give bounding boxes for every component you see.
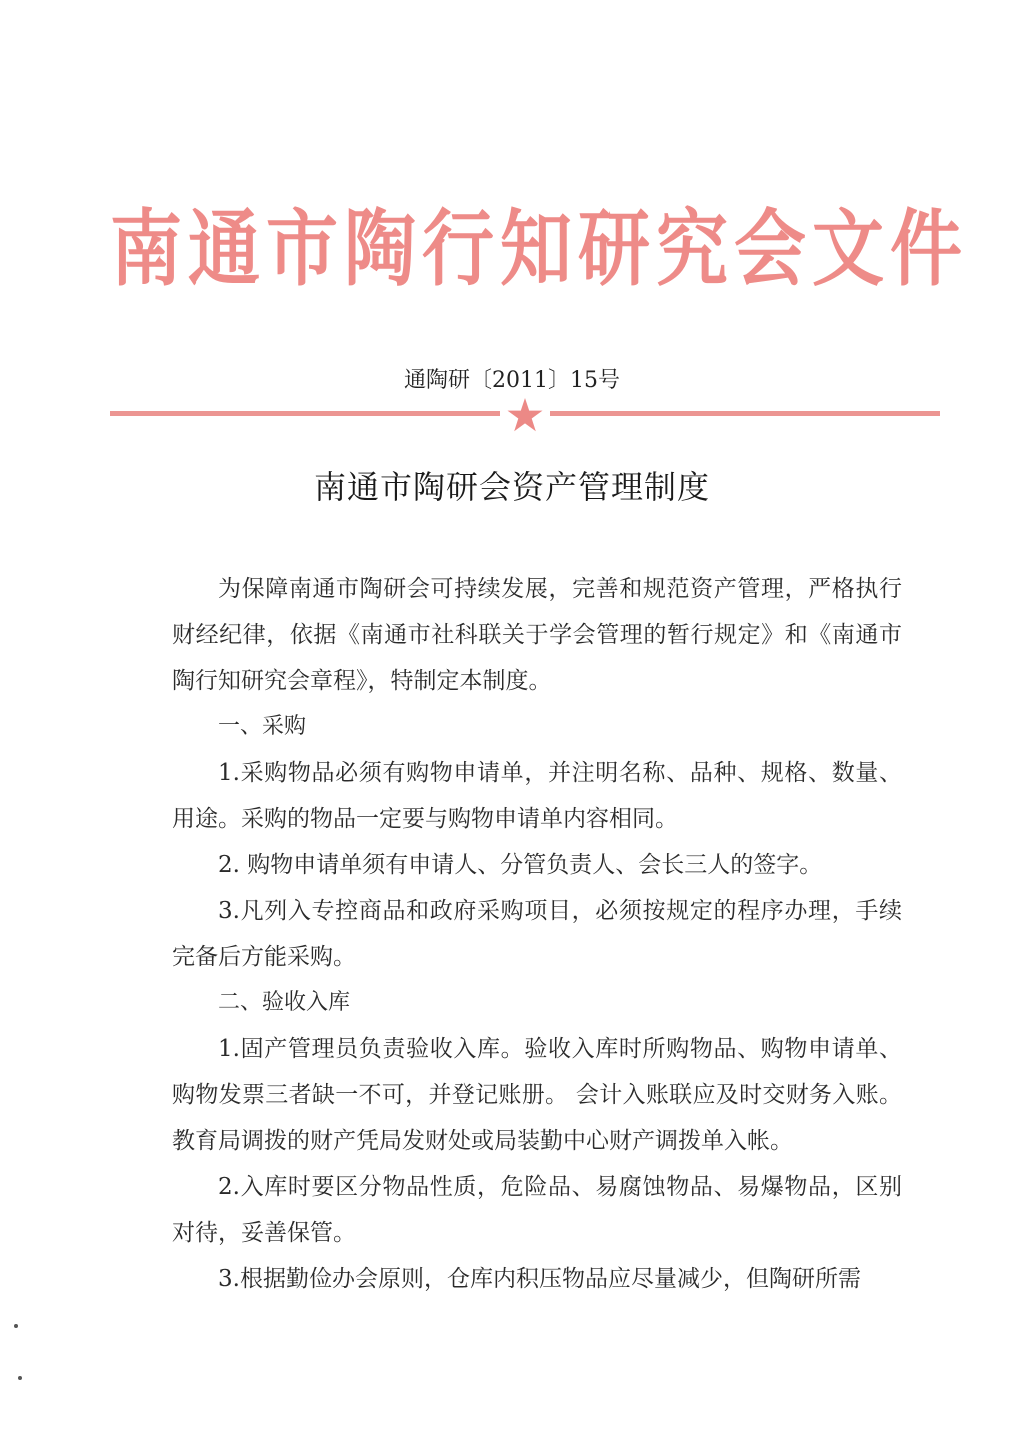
section-item: 1.采购物品必须有购物申请单，并注明名称、品种、规格、数量、用途。采购的物品一定要与购物申请单内容相同。: [172, 760, 902, 832]
document-body: [172, 566, 902, 1302]
scan-speck: [18, 1376, 22, 1380]
red-rule-right: [550, 411, 940, 416]
section-heading: 一、采购: [218, 714, 307, 739]
section-item: 3.根据勤俭办会原则，仓库内积压物品应尽量减少，但陶研所需: [218, 1266, 861, 1292]
section-item: 2. 购物申请单须有申请人、分管负责人、会长三人的签字。: [218, 852, 823, 878]
section-heading: 二、验收入库: [218, 990, 351, 1015]
document-title: 南通市陶研会资产管理制度: [313, 468, 710, 506]
document-number: 通陶研〔2011〕15号: [404, 368, 620, 393]
section-item: 1.固产管理员负责验收入库。验收入库时所购物品、购物申请单、购物发票三者缺一不可，并登记账册。 会计入账联应及时交财务入账。教育局调拨的财产凭局发财处或局装勤中心财产调拨单入帐。: [172, 1036, 902, 1154]
section-item: 2.入库时要区分物品性质，危险品、易腐蚀物品、易爆物品，区别对待，妥善保管。: [172, 1174, 902, 1246]
org-header-title: 南通市陶行知研究会文件: [110, 199, 969, 297]
intro-paragraph: 为保障南通市陶研会可持续发展，完善和规范资产管理，严格执行财经纪律，依据《南通市社科联关于学会管理的暂行规定》和《南通市陶行知研究会章程》，特制定本制度。: [172, 576, 902, 694]
scan-speck: [14, 1324, 18, 1328]
red-star-icon: [507, 398, 543, 432]
red-rule-left: [110, 411, 500, 416]
section-item: 3.凡列入专控商品和政府采购项目，必须按规定的程序办理，手续完备后方能采购。: [172, 898, 902, 970]
